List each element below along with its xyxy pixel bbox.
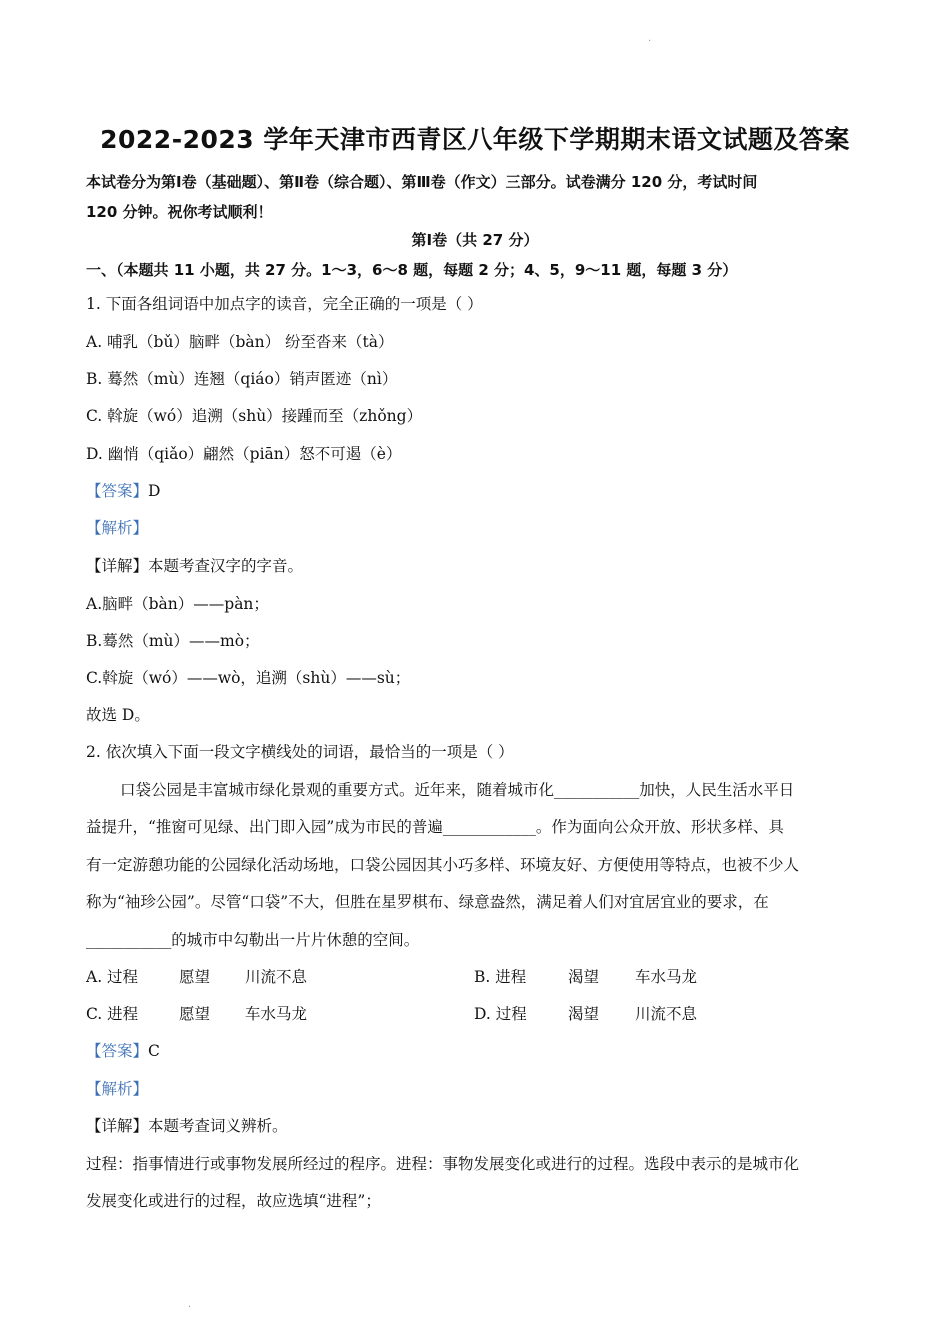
q1-explain-b: B.蓦然（mù）——mò； [86,632,260,650]
intro-line-1: 本试卷分为第Ⅰ卷（基础题）、第Ⅱ卷（综合题）、第Ⅲ卷（作文）三部分。试卷满分 120 分，考试时间 [86,173,758,191]
q2-option-b-word3: 车水马龙 [635,968,698,986]
part-title: 一、（本题共 11 小题，共 27 分。1～3，6～8 题，每题 2 分；4、5，9～11 题，每题 3 分） [86,261,738,279]
answer-tag: 【答案】 [86,1042,149,1060]
q2-passage-line-4: 称为“袖珍公园”。尽管“口袋”不大，但胜在星罗棋布、绿意盎然，满足着人们对宜居宜业的要求，在 [86,893,769,911]
answer-value: C [148,1042,160,1060]
q1-explain-c: C.斡旋（wó）——wò，追溯（shù）——sù； [86,669,411,687]
detail-text: 本题考查词义辨析。 [148,1117,288,1135]
q2-option-c-word2: 愿望 [179,1005,211,1023]
q2-option-d-word2: 渴望 [568,1005,600,1023]
q2-detail [86,1114,288,1136]
intro-line-2: 120 分钟。祝你考试顺利！ [86,203,273,221]
answer-value: D [148,482,161,500]
bottom-dot: · [188,1302,192,1313]
q2-passage-line-3: 有一定游憩功能的公园绿化活动场地，口袋公园因其小巧多样、环境友好、方便使用等特点，也被不少人 [86,856,800,874]
q1-option-a: A. 哺乳（bǔ）脑畔（bàn） 纷至沓来（tà） [86,333,394,351]
detail-tag: 【详解】 [86,557,149,575]
q1-answer [86,479,160,501]
q2-explain-line-2: 发展变化或进行的过程，故应选填“进程”； [86,1192,381,1210]
section-title: 第Ⅰ卷（共 27 分） [411,231,539,249]
q2-stem: 2. 依次填入下面一段文字横线处的词语，最恰当的一项是（ ） [86,743,514,761]
detail-text: 本题考查汉字的字音。 [148,557,304,575]
q1-detail [86,554,303,576]
q1-conclusion: 故选 D。 [86,706,150,724]
q1-option-b: B. 蓦然（mù）连翘（qiáo）销声匿迹（nì） [86,370,398,388]
q2-passage-line-2: 益提升，“推窗可见绿、出门即入园”成为市民的普遍____________。作为面向公众开放、形状多样、具 [86,818,784,836]
q2-option-c-label: C. 进程 [86,1005,139,1023]
q2-option-b-label: B. 进程 [474,968,527,986]
q2-answer [86,1039,160,1061]
q1-analysis-tag: 【解析】 [86,519,149,537]
q2-analysis-tag: 【解析】 [86,1080,149,1098]
q2-option-b-word2: 渴望 [568,968,600,986]
q2-passage-line-5: ___________的城市中勾勒出一片片休憩的空间。 [86,931,420,949]
q2-passage-line-1: 口袋公园是丰富城市绿化景观的重要方式。近年来，随着城市化___________加快，人民生活水平日 [120,781,795,799]
q1-stem: 1. 下面各组词语中加点字的读音，完全正确的一项是（ ） [86,295,483,313]
q2-option-a-word2: 愿望 [179,968,211,986]
page-title: 2022-2023 学年天津市西青区八年级下学期期末语文试题及答案 [100,125,850,154]
q2-option-d-label: D. 过程 [474,1005,527,1023]
q2-option-a-word3: 川流不息 [245,968,308,986]
top-dot: · [648,36,652,47]
q2-explain-line-1: 过程：指事情进行或事物发展所经过的程序。进程：事物发展变化或进行的过程。选段中表示的是城市化 [86,1155,800,1173]
q2-option-d-word3: 川流不息 [635,1005,698,1023]
answer-tag: 【答案】 [86,482,149,500]
q1-option-d: D. 幽悄（qiǎo）翩然（piān）怒不可遏（è） [86,445,402,463]
q1-option-c: C. 斡旋（wó）追溯（shù）接踵而至（zhǒng） [86,407,423,425]
q2-option-a-label: A. 过程 [86,968,139,986]
q1-explain-a: A.脑畔（bàn）——pàn； [86,595,269,613]
detail-tag: 【详解】 [86,1117,149,1135]
q2-option-c-word3: 车水马龙 [245,1005,308,1023]
